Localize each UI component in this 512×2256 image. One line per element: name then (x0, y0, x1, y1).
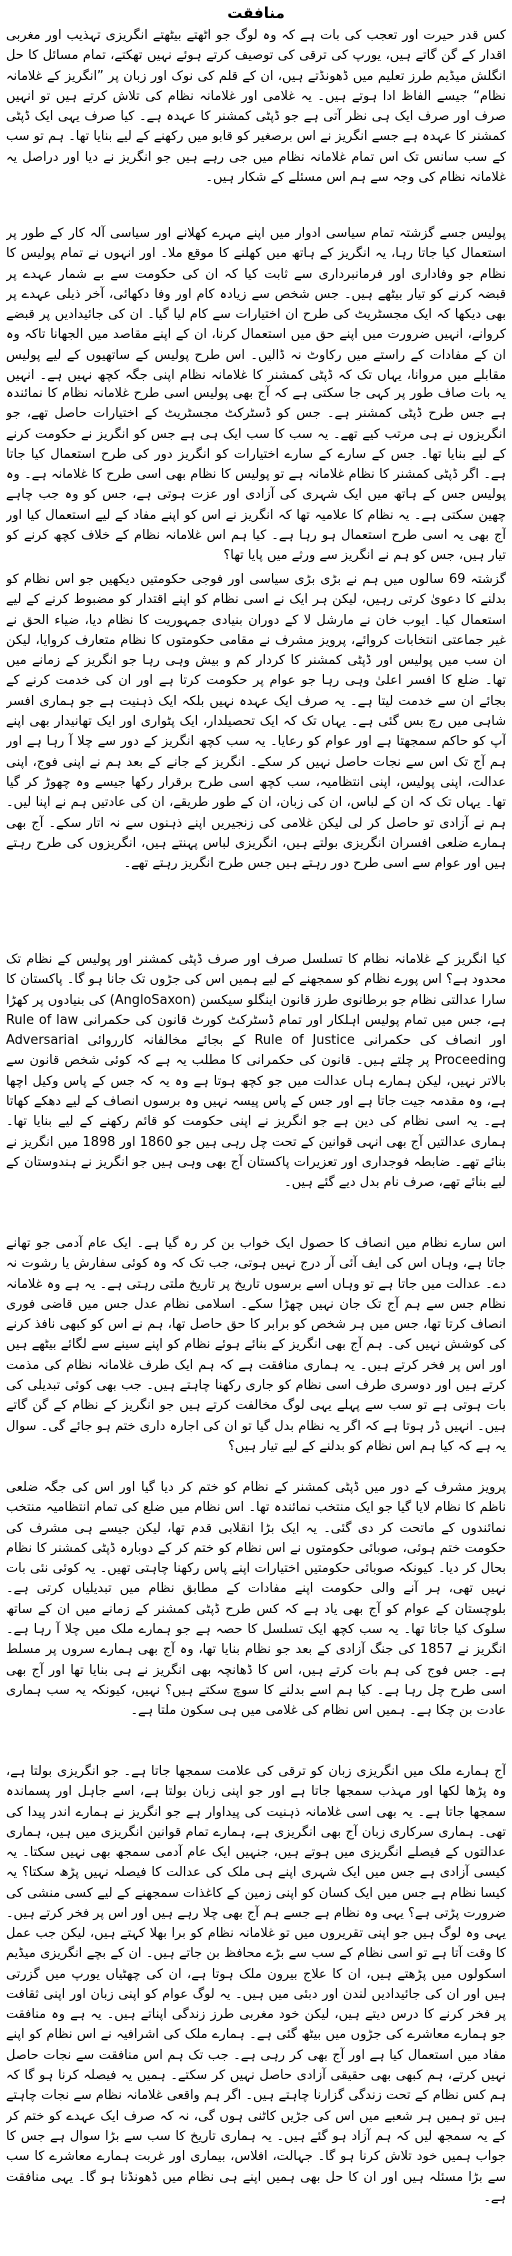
article-paragraph: یہی وہ لوگ ہیں جو اپنی تقریروں میں تو غلامانہ نظام کو برا بھلا کہتے ہیں، لیکن جب عمل کا وقت آتا ہے تو اسی نظام کے سب سے بڑے محافظ بن جاتے ہیں۔ ان کے بچے انگریزی میڈیم اسکولوں میں پڑھتے ہیں، ان کا علاج بیرون ملک ہوتا ہے، ان کی چھٹیاں یورپ میں گزرتی ہیں اور ان کی جائیدادیں لندن اور دبئی میں ہیں۔ یہ لوگ عوام کو اپنی زبان اور اپنی ثقافت پر فخر کرنے کا درس دیتے ہیں، لیکن خود مغربی طرز زندگی اپناتے ہیں۔ یہ ہے وہ منافقت جو ہمارے معاشرے کی جڑوں میں بیٹھ گئی ہے۔ ہمارے ملک کی اشرافیہ نے اس نظام کو اپنے مفاد میں استعمال کیا ہے اور آج بھی کر رہی ہے۔ جب تک ہم اس منافقت سے نجات حاصل نہیں کرتے، ہم کبھی بھی حقیقی آزادی حاصل نہیں کر سکتے۔ ہمیں یہ فیصلہ کرنا ہو گا کہ ہم کس نظام کے تحت زندگی گزارنا چاہتے ہیں۔ اگر ہم واقعی غلامانہ نظام سے نجات چاہتے ہیں تو ہمیں ہر شعبے میں اس کی جڑیں کاٹنی ہوں گی، نہ کہ صرف ایک عہدے کو ختم کر کے یہ سمجھ لیں کہ ہم آزاد ہو گئے ہیں۔ یہ ہماری تاریخ کا سب سے بڑا سوال ہے جس کا جواب ہمیں خود تلاش کرنا ہو گا۔ جہالت، افلاس، بیماری اور غربت ہمارے معاشرے کا سب سے بڑا مسئلہ ہیں اور ان کا حل بھی ہمیں اپنے ہی نظام میں ڈھونڈنا ہو گا۔ یہی منافقت ہے۔ (6, 1926, 506, 2205)
article-title: منافقت (227, 4, 285, 22)
article-paragraph: آج ہمارے ملک میں انگریزی زبان کو ترقی کی علامت سمجھا جاتا ہے۔ جو انگریزی بولتا ہے، وہ پڑھا لکھا اور مہذب سمجھا جاتا ہے اور جو اپنی زبان بولتا ہے، اسے جاہل اور پسماندہ سمجھا جاتا ہے۔ یہ بھی اسی غلامانہ ذہنیت کی پیداوار ہے جو انگریز نے ہمارے اندر پیدا کی تھی۔ ہماری سرکاری زبان آج بھی انگریزی ہے، ہمارے تمام قوانین انگریزی میں ہیں، ہماری عدالتوں کے فیصلے انگریزی میں ہوتے ہیں، جنہیں ایک عام آدمی سمجھ بھی نہیں سکتا۔ یہ کیسی آزادی ہے جس میں ایک شہری اپنے ہی ملک کی عدالت کا فیصلہ نہیں پڑھ سکتا؟ یہ کیسا نظام ہے جس میں ایک کسان کو اپنی زمین کے کاغذات سمجھنے کے لیے کسی منشی کی ضرورت پڑتی ہے؟ یہی وہ نظام ہے جسے ہم آج بھی چلا رہے ہیں اور اس پر فخر کرتے ہیں۔ (6, 1764, 506, 1922)
article-paragraph: اس سارے نظام میں انصاف کا حصول ایک خواب بن کر رہ گیا ہے۔ ایک عام آدمی جو تھانے جاتا ہے، وہاں اس کی ایف آئی آر درج نہیں ہوتی، جب تک کہ وہ کوئی سفارش یا رشوت نہ دے۔ عدالت میں جاتا ہے تو وہاں اسے برسوں تاریخ پر تاریخ ملتی رہتی ہے۔ یہ ہے وہ غلامانہ نظام جس سے ہم آج تک جان نہیں چھڑا سکے۔ اسلامی نظام عدل جس میں قاضی فوری انصاف کرتا تھا، جس میں ہر شخص کو برابر کا حق حاصل تھا، ہم نے اس کو کبھی نافذ کرنے کی کوشش نہیں کی۔ ہم آج بھی انگریز کے بنائے ہوئے نظام کو اپنے سینے سے لگائے بیٹھے ہیں اور اس پر فخر کرتے ہیں۔ یہ ہماری منافقت ہے کہ ہم ایک طرف غلامانہ نظام کی مذمت کرتے ہیں اور دوسری طرف اسی نظام کو جاری رکھنا چاہتے ہیں۔ جب بھی کوئی تبدیلی کی بات ہوتی ہے تو سب سے پہلے یہی لوگ مخالفت کرتے ہیں جو انگریز کے نظام کے گن گاتے ہیں۔ انہیں ڈر ہوتا ہے کہ اگر یہ نظام بدل گیا تو ان کی اجارہ داری ختم ہو جائے گی۔ سوال یہ ہے کہ کیا ہم اس نظام کو بدلنے کے لیے تیار ہیں؟ (6, 1236, 506, 1454)
article-paragraph: یہ بات صاف طور پر کہی جا سکتی ہے کہ آج بھی پولیس اسی طرح غلامانہ نظام کا نمائندہ ہے جس طرح ڈپٹی کمشنر ہے۔ جس کو ڈسٹرکٹ مجسٹریٹ کے اختیارات حاصل تھے، جو انگریزوں نے ہی مرتب کیے تھے۔ یہ سب کا سب ایک ہی ہے جس کو انگریز نے حکومت کرنے کے لیے بنایا تھا۔ جس کے سارے کے سارے اختیارات کو انگریز دور کی طرح استعمال کیا جاتا ہے۔ اگر ڈپٹی کمشنر کا نظام غلامانہ ہے تو پولیس کا نظام بھی اسی طرح کا غلامانہ ہے۔ وہ پولیس جس کے ہاتھ میں ایک شہری کی آزادی اور عزت ہوتی ہے، جس کو وہ جب چاہے چھین سکتی ہے۔ یہ نظام کا علامیہ تھا کہ انگریز نے اس کو اپنے مفاد کے لیے استعمال کیا اور آج بھی یہ اسی طرح استعمال ہو رہا ہے۔ کیا ہم اس غلامانہ نظام کے خلاف کچھ کرنے کو تیار ہیں، جس کو ہم نے انگریز سے ورثے میں پایا تھا؟ (6, 386, 506, 564)
article-paragraph: کس قدر حیرت اور تعجب کی بات ہے کہ وہ لوگ جو اٹھتے بیٹھتے انگریزی تہذیب اور مغربی اقدار کے گن گاتے ہیں، یورپ کی ترقی کی توصیف کرتے ہوئے نہیں تھکتے، تمام مسائل کا حل انگلش میڈیم طرز تعلیم میں ڈھونڈتے ہیں، ان کے قلم کی نوک اور زبان پر ”انگریز کے غلامانہ نظام“ جیسے الفاظ ادا ہوتے ہیں۔ یہ غلامی اور غلامانہ نظام کی تلاش کرتے ہیں تو انہیں صرف اور صرف ایک ہی نظر آتی ہے جو ڈپٹی کمشنر کا عہدہ ہے۔ کیا صرف یہی ایک ڈپٹی کمشنر کا عہدہ ہے جسے انگریز نے اس برصغیر کو قابو میں رکھنے کے لیے بنایا تھا۔ ہم تو سب کے سب سانس تک اس تمام غلامانہ نظام میں جی رہے ہیں جو انگریز نے دیا اور دراصل یہ غلامانہ نظام کی وجہ سے ہم اس مسئلے کے شکار ہیں۔ (6, 28, 506, 186)
article-paragraph: پرویز مشرف کے دور میں ڈپٹی کمشنر کے نظام کو ختم کر دیا گیا اور اس کی جگہ ضلعی ناظم کا نظام لایا گیا جو ایک منتخب نمائندہ تھا۔ اس نظام میں ضلع کی تمام انتظامیہ منتخب نمائندوں کے ماتحت کر دی گئی۔ یہ ایک بڑا انقلابی قدم تھا، لیکن جیسے ہی مشرف کی حکومت ختم ہوئی، صوبائی حکومتوں نے اس نظام کو ختم کر کے دوبارہ ڈپٹی کمشنر کا نظام بحال کر دیا۔ کیونکہ صوبائی حکومتیں اختیارات اپنے پاس رکھنا چاہتی تھیں۔ یہ کوئی نئی بات نہیں تھی، ہر آنے والی حکومت اپنے مفادات کے مطابق نظام میں تبدیلیاں کرتی ہے۔ بلوچستان کے عوام کو آج بھی یاد ہے کہ کس طرح ڈپٹی کمشنر کے زمانے میں ان کے ساتھ سلوک کیا جاتا تھا۔ یہ سب کچھ ایک تسلسل کا حصہ ہے جو ہمارے ملک میں چلا آ رہا ہے۔ انگریز نے 1857 کی جنگ آزادی کے بعد جو نظام بنایا تھا، وہ آج بھی ہمارے سروں پر مسلط ہے۔ جس فوج کی ہم بات کرتے ہیں، اس کا ڈھانچہ بھی انگریز نے ہی بنایا تھا اور آج بھی اسی طرح چل رہا ہے۔ کیا ہم اسے بدلنے کا سوچ سکتے ہیں؟ نہیں، کیونکہ یہ سب ہماری عادت بن چکا ہے۔ ہمیں اس نظام کی غلامی میں ہی سکون ملتا ہے۔ (6, 1480, 506, 1719)
article-body (6, 26, 506, 2212)
article-paragraph: کیا انگریز کے غلامانہ نظام کا تسلسل صرف اور صرف ڈپٹی کمشنر اور پولیس کے نظام تک محدود ہے؟ اس پورے نظام کو سمجھنے کے لیے ہمیں اس کی جڑوں تک جانا ہو گا۔ پاکستان کا سارا عدالتی نظام جو برطانوی طرز قانون اینگلو سیکسن (AngloSaxon) کی بنیادوں پر کھڑا ہے، جس میں تمام پولیس اہلکار اور تمام ڈسٹرکٹ کورٹ قانون کی حکمرانی Rule of law اور انصاف کی حکمرانی Rule of Justice کے بجائے مخالفانہ کارروائی Adversarial Proceeding پر چلتے ہیں۔ قانون کی حکمرانی کا مطلب یہ ہے کہ کوئی شخص قانون سے بالاتر نہیں، لیکن ہمارے ہاں عدالت میں جو کچھ ہوتا ہے وہ یہ کہ جس کے پاس وکیل اچھا ہے، وہ مقدمہ جیت جاتا ہے اور جس کے پاس پیسہ نہیں وہ برسوں انصاف کے لیے دھکے کھاتا ہے۔ یہ اسی نظام کی دین ہے جو انگریز نے اپنی حکومت کو قائم رکھنے کے لیے بنایا تھا۔ ہماری عدالتیں آج بھی انہی قوانین کے تحت چل رہی ہیں جو 1860 اور 1898 میں انگریز نے بنائے تھے۔ ضابطہ فوجداری اور تعزیرات پاکستان آج بھی وہی ہیں جو انگریز نے ہندوستان کے لیے بنائے تھے، صرف نام بدل دیے گئے ہیں۔ (6, 952, 506, 1191)
article-paragraph: پولیس جسے گزشتہ تمام سیاسی ادوار میں اپنے مہرے کھلانے اور سیاسی آلہ کار کے طور پر استعمال کیا جاتا رہا، یہ انگریز کے ہاتھ میں کھلنے کا موقع ملا۔ اور انہوں نے تمام پولیس کا نظام جو وفاداری اور فرمانبرداری سے ثابت کیا کہ ان کی حکومت سے بے شمار عہدے پر قبضہ کرنے کو تیار بیٹھے ہیں۔ جس شخص سے زیادہ کام اور وفا دکھائی، آخر ذیلی عہدے پر بھی دیکھا کہ ایک مجسٹریٹ کی طرح ان اختیارات سے کام لیا گیا۔ ان کی جائیدادیں پر قبضے کروانے، انہیں ضرورت میں اپنے حق میں استعمال کرنا، ان کے اپنے مقاصد میں الجھانا تاکہ وہ ان کے مفادات کے راستے میں رکاوٹ نہ ڈالیں۔ اس طرح پولیس کے ساتھیوں کے لیے پولیس مقابلے میں مروانا، یہاں تک کہ ڈپٹی کمشنر کا غلامانہ نظام اپنی جگہ کچھ نہیں ہے۔ انہیں (6, 226, 506, 384)
article-paragraph: گزشتہ 69 سالوں میں ہم نے بڑی بڑی سیاسی اور فوجی حکومتیں دیکھیں جو اس نظام کو بدلنے کا دعویٰ کرتی رہیں، لیکن ہر ایک نے اسی نظام کو اپنے اقتدار کو مضبوط کرنے کے لیے استعمال کیا۔ ایوب خان نے مارشل لا کے دوران بنیادی جمہوریت کا نظام دیا، ضیاء الحق نے غیر جماعتی انتخابات کروائے، پرویز مشرف نے مقامی حکومتوں کا نظام متعارف کروایا، لیکن ان سب میں پولیس اور ڈپٹی کمشنر کا کردار کم و بیش وہی رہا جو انگریز کے زمانے میں تھا۔ ضلع کا افسر اعلیٰ وہی رہا جو عوام پر حکومت کرتا ہے اور ان کی خدمت کرنے کے بجائے ان سے خدمت لیتا ہے۔ یہ صرف ایک عہدہ نہیں بلکہ ایک ذہنیت ہے جو ہماری افسر شاہی میں رچ بس گئی ہے۔ یہاں تک کہ ایک تحصیلدار، ایک پٹواری اور ایک تھانیدار بھی اپنے آپ کو حاکم سمجھتا ہے اور عوام کو رعایا۔ یہ سب کچھ انگریز کے دور سے چلا آ رہا ہے اور ہم آج تک اس سے نجات حاصل نہیں کر سکے۔ انگریز کے جانے کے بعد ہم نے اپنی فوج، اپنی عدالت، اپنی پولیس، اپنی انتظامیہ، سب کچھ اسی طرح برقرار رکھا جیسے وہ چھوڑ کر گیا تھا۔ یہاں تک کہ ان کے لباس، ان کی زبان، ان کے طور طریقے، ان کی عادتیں ہم نے اپنا لیں۔ ہم نے آزادی تو حاصل کر لی لیکن غلامی کی زنجیریں اپنے ذہنوں سے نہ اتار سکے۔ آج بھی ہمارے ضلعی افسران انگریزی بولتے ہیں، انگریزی لباس پہنتے ہیں، انگریزوں کی طرح رہتے ہیں اور عوام سے اسی طرح دور رہتے ہیں جس طرح انگریز رہتے تھے۔ (6, 572, 506, 872)
